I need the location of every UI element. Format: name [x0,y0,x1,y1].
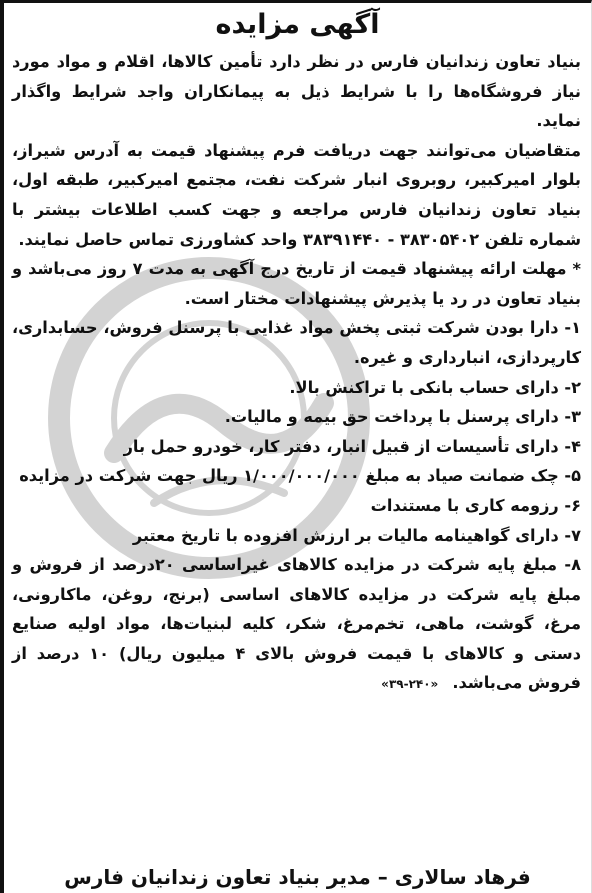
contact-paragraph: متقاضیان می‌توانند جهت دریافت فرم پیشنهاد قیمت به آدرس شیراز، بلوار امیرکبیر، روبروی انبار شرکت نفت، مجتمع امیرکبیر، طبقه اول، بنیاد تعاون زندانیان فارس مراجعه و جهت کسب اطلاعات بیشتر با شماره تلفن ۳۸۳۰۵۴۰۲ - ۳۸۳۹۱۴۴۰ واحد کشاورزی تماس حاصل نمایند. [12,140,581,249]
condition-item-7: ۷- دارای گواهینامه مالیات بر ارزش افزوده با تاریخ معتبر [132,525,581,545]
notice-title: آگهی مزایده [215,9,380,40]
condition-item-3: ۳- دارای پرسنل با پرداخت حق بیمه و مالیات. [224,407,581,427]
condition-item-4: ۴- دارای تأسیسات از قبیل انبار، دفتر کار، خودرو حمل بار [123,436,581,456]
ad-code: «۳۹-۲۴۰» [381,677,439,692]
condition-item-2: ۲- دارای حساب بانکی با تراکنش بالا. [289,377,581,397]
signature: فرهاد سالاری – مدیر بنیاد تعاون زندانیان فارس [64,865,531,889]
intro-paragraph: بنیاد تعاون زندانیان فارس در نظر دارد تأمین کالاها، اقلام و مواد مورد نیاز فروشگاه‌ها را با شرایط ذیل به پیمانکاران واجد شرایط واگذار نماید. [12,52,581,131]
condition-item-6: ۶- رزومه کاری با مستندات [370,495,581,515]
condition-item-8 [12,550,581,700]
notice-body [8,47,587,700]
condition-item-5: ۵- چک ضمانت صیاد به مبلغ ۱/۰۰۰/۰۰۰/۰۰۰ ریال جهت شرکت در مزایده [19,466,581,486]
condition-item-1: ۱- دارا بودن شرکت ثبتی پخش مواد غذایی با پرسنل فروش، حسابداری، کارپردازی، انبارداری و غیره. [12,318,581,367]
condition-item-8-text: ۸- مبلغ پایه شرکت در مزایده کالاهای غیراساسی ۲۰درصد از فروش و مبلغ پایه شرکت در مزایده کالاهای اساسی (برنج، روغن، ماکارونی، مرغ، گوشت، ماهی، تخم‌مرغ، شکر، کلیه لبنیات‌ها، مواد اولیه صنایع دستی و کالاهای با قیمت فروش بالای ۴ میلیون ریال) ۱۰ درصد از فروش می‌باشد. [12,555,582,693]
deadline-paragraph: * مهلت ارائه پیشنهاد قیمت از تاریخ درج آگهی به مدت ۷ روز می‌باشد و بنیاد تعاون در رد یا پذیرش پیشنهادات مختار است. [12,259,581,308]
